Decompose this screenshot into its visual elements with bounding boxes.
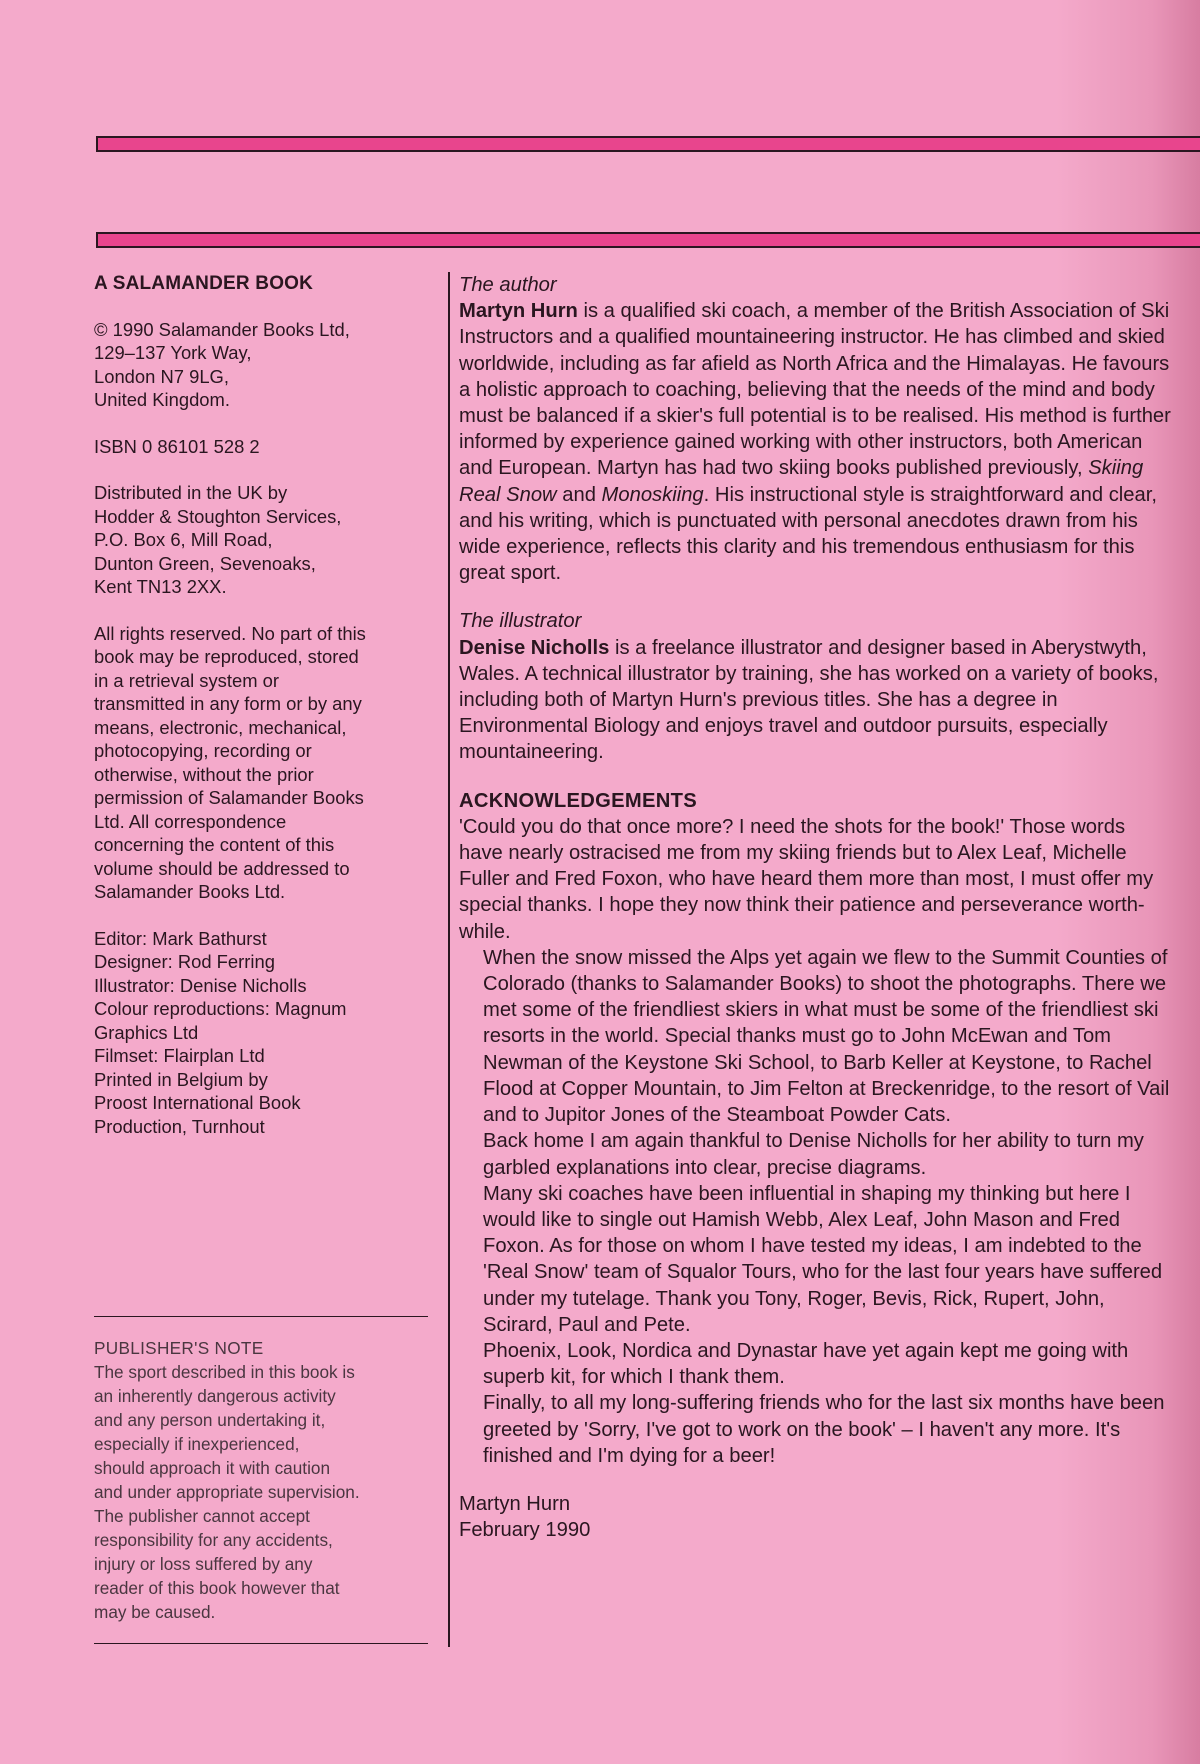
address-line: 129–137 York Way, bbox=[94, 342, 252, 363]
publishers-note-line: especially if inexperienced, bbox=[94, 1434, 300, 1454]
publishers-note-line: injury or loss suffered by any bbox=[94, 1554, 313, 1574]
credit-line: Colour reproductions: Magnum bbox=[94, 998, 347, 1019]
decorative-band-top bbox=[96, 136, 1200, 152]
publishers-note-line: should approach it with caution bbox=[94, 1458, 331, 1478]
rights-line: means, electronic, mechanical, bbox=[94, 716, 347, 738]
copyright-block bbox=[94, 318, 434, 412]
decorative-band-second bbox=[96, 232, 1200, 248]
credit-line: Proost International Book bbox=[94, 1092, 301, 1113]
address-line: United Kingdom. bbox=[94, 389, 230, 410]
author-text-b: and bbox=[556, 483, 602, 506]
rights-block bbox=[94, 622, 434, 904]
distribution-line: Hodder & Stoughton Services, bbox=[94, 505, 342, 527]
credit-line: Editor: Mark Bathurst bbox=[94, 927, 267, 949]
acknowledgements-heading: ACKNOWLEDGEMENTS bbox=[459, 789, 698, 812]
copyright-line: © 1990 Salamander Books Ltd, bbox=[94, 318, 350, 340]
publishers-note-line: and any person undertaking it, bbox=[94, 1410, 326, 1430]
signature-name: Martyn Hurn bbox=[459, 1492, 571, 1515]
author-section bbox=[459, 272, 1171, 586]
rights-line: permission of Salamander Books bbox=[94, 787, 364, 808]
book-title-monoskiing: Monoskiing bbox=[601, 483, 704, 506]
distribution-line: Distributed in the UK by bbox=[94, 482, 288, 503]
credit-line: Filmset: Flairplan Ltd bbox=[94, 1045, 265, 1066]
rights-line: All rights reserved. No part of this bbox=[94, 622, 366, 644]
rights-line: concerning the content of this bbox=[94, 834, 335, 855]
publishers-note-line: and under appropriate supervision. bbox=[94, 1482, 360, 1502]
publishers-note-line: may be caused. bbox=[94, 1602, 216, 1622]
publishers-note-title: PUBLISHER'S NOTE bbox=[94, 1338, 264, 1358]
rights-line: otherwise, without the prior bbox=[94, 763, 314, 785]
credit-line: Designer: Rod Ferring bbox=[94, 951, 275, 972]
rights-line: book may be reproduced, stored bbox=[94, 646, 359, 667]
publishers-note-line: The sport described in this book is bbox=[94, 1362, 355, 1382]
credit-line: Printed in Belgium by bbox=[94, 1068, 268, 1090]
rights-line: transmitted in any form or by any bbox=[94, 693, 362, 714]
ack-paragraph: When the snow missed the Alps yet again we flew to the Summit Counties of Colorado (thanks to Salamander Books) to shoot the photographs. There we met some of the friendliest skiers in what must be some of the friendliest ski resorts in the world. Special thanks must go to John McEwan and Tom Newman of the Keystone Ski School, to Barb Keller at Keystone, to Rachel Flood at Copper Mountain, to Jim Felton at Breckenridge, to the resort of Vail and to Jupitor Jones of the Steamboat Powder Cats. bbox=[483, 946, 1170, 1127]
rights-line: in a retrieval system or bbox=[94, 669, 279, 691]
signature-date: February 1990 bbox=[459, 1519, 591, 1542]
illustrator-bio bbox=[459, 637, 1158, 764]
publishers-note-line: The publisher cannot accept bbox=[94, 1506, 310, 1526]
publishers-note-rule-bottom bbox=[94, 1643, 428, 1644]
ack-paragraph: 'Could you do that once more? I need the shots for the book!' Those words have nearly ostracised me from my skiing friends but to Alex Leaf, Michelle Fuller and Fred Foxon, who have heard them more than most, I must offer my special thanks. I hope they now think their patience and perseverance worth-while. bbox=[459, 815, 1154, 943]
column-divider bbox=[448, 272, 450, 1647]
address-line: London N7 9LG, bbox=[94, 365, 229, 387]
illustrator-section bbox=[459, 608, 1171, 765]
author-text-c: . His instructional style is straightforward and clear, and his writing, which is punctuated with personal anecdotes drawn from his wide experience, reflects this clarity and his tremendous enthusiasm for this great sport. bbox=[459, 483, 1157, 585]
credit-line: Production, Turnhout bbox=[94, 1115, 265, 1137]
author-bio bbox=[459, 300, 1171, 584]
rights-line: Ltd. All correspondence bbox=[94, 810, 287, 832]
distribution-block bbox=[94, 481, 434, 599]
author-name: Martyn Hurn bbox=[459, 300, 578, 323]
illustrator-text: is a freelance illustrator and designer based in Aberystwyth, Wales. A technical illustrator by training, she has worked on a variety of books, including both of Martyn Hurn's previous titles. She has a degree in Environmental Biology and enjoys travel and outdoor pursuits, especially mountaineering. bbox=[459, 636, 1159, 764]
publishers-note-line: an inherently dangerous activity bbox=[94, 1386, 336, 1406]
rights-line: volume should be addressed to bbox=[94, 857, 350, 879]
credit-line: Graphics Ltd bbox=[94, 1021, 199, 1043]
credit-line: Illustrator: Denise Nicholls bbox=[94, 974, 307, 996]
author-label: The author bbox=[459, 274, 557, 296]
author-text-a: is a qualified ski coach, a member of the British Association of Ski Instructors and a qualified mountaineering instructor. He has climbed and skied worldwide, including as far afield as North Africa and the Himalayas. He favours a holistic approach to coaching, believing that the needs of the mind and body must be balanced if a skier's full potential is to be realised. His method is further informed by experience gained working with other instructors, both American and European. Martyn has had two skiing books published previously, bbox=[459, 300, 1171, 480]
signature-block bbox=[459, 1491, 1171, 1543]
publishers-note bbox=[94, 1336, 434, 1624]
ack-paragraph: Phoenix, Look, Nordica and Dynastar have yet again kept me going with superb kit, for which I thank them. bbox=[483, 1339, 1129, 1389]
publishers-note-line: reader of this book however that bbox=[94, 1578, 340, 1598]
illustrator-name: Denise Nicholls bbox=[459, 636, 610, 659]
distribution-line: Kent TN13 2XX. bbox=[94, 576, 227, 597]
rights-line: Salamander Books Ltd. bbox=[94, 881, 286, 902]
main-text-column bbox=[459, 272, 1171, 1543]
ack-paragraph: Finally, to all my long-suffering friends who for the last six months have been greeted by 'Sorry, I've got to work on the book' – I haven't any more. It's finished and I'm dying for a beer! bbox=[483, 1392, 1165, 1467]
imprint-column bbox=[94, 272, 434, 1161]
distribution-line: P.O. Box 6, Mill Road, bbox=[94, 529, 273, 550]
book-title-skiing-real-snow: Skiing Real Snow bbox=[459, 457, 1144, 506]
isbn-line: ISBN 0 86101 528 2 bbox=[94, 435, 260, 457]
acknowledgements-section bbox=[459, 788, 1171, 1469]
distribution-line: Dunton Green, Sevenoaks, bbox=[94, 552, 316, 574]
illustrator-label: The illustrator bbox=[459, 610, 582, 633]
publishers-note-line: responsibility for any accidents, bbox=[94, 1530, 333, 1550]
book-imprint-heading: A SALAMANDER BOOK bbox=[94, 273, 314, 294]
credits-block bbox=[94, 927, 434, 1139]
ack-paragraph: Back home I am again thankful to Denise Nicholls for her ability to turn my garbled explanations into clear, precise diagrams. bbox=[483, 1130, 1144, 1179]
publishers-note-rule-top bbox=[94, 1316, 428, 1317]
rights-line: photocopying, recording or bbox=[94, 740, 312, 761]
ack-paragraph: Many ski coaches have been influential in shaping my thinking but here I would like to single out Hamish Webb, Alex Leaf, John Mason and Fred Foxon. As for those on whom I have tested my ideas, I am indebted to the 'Real Snow' team of Squalor Tours, who for the last four years have suffered under my tutelage. Thank you Tony, Roger, Bevis, Rick, Rupert, John, Scirard, Paul and Pete. bbox=[483, 1182, 1163, 1336]
